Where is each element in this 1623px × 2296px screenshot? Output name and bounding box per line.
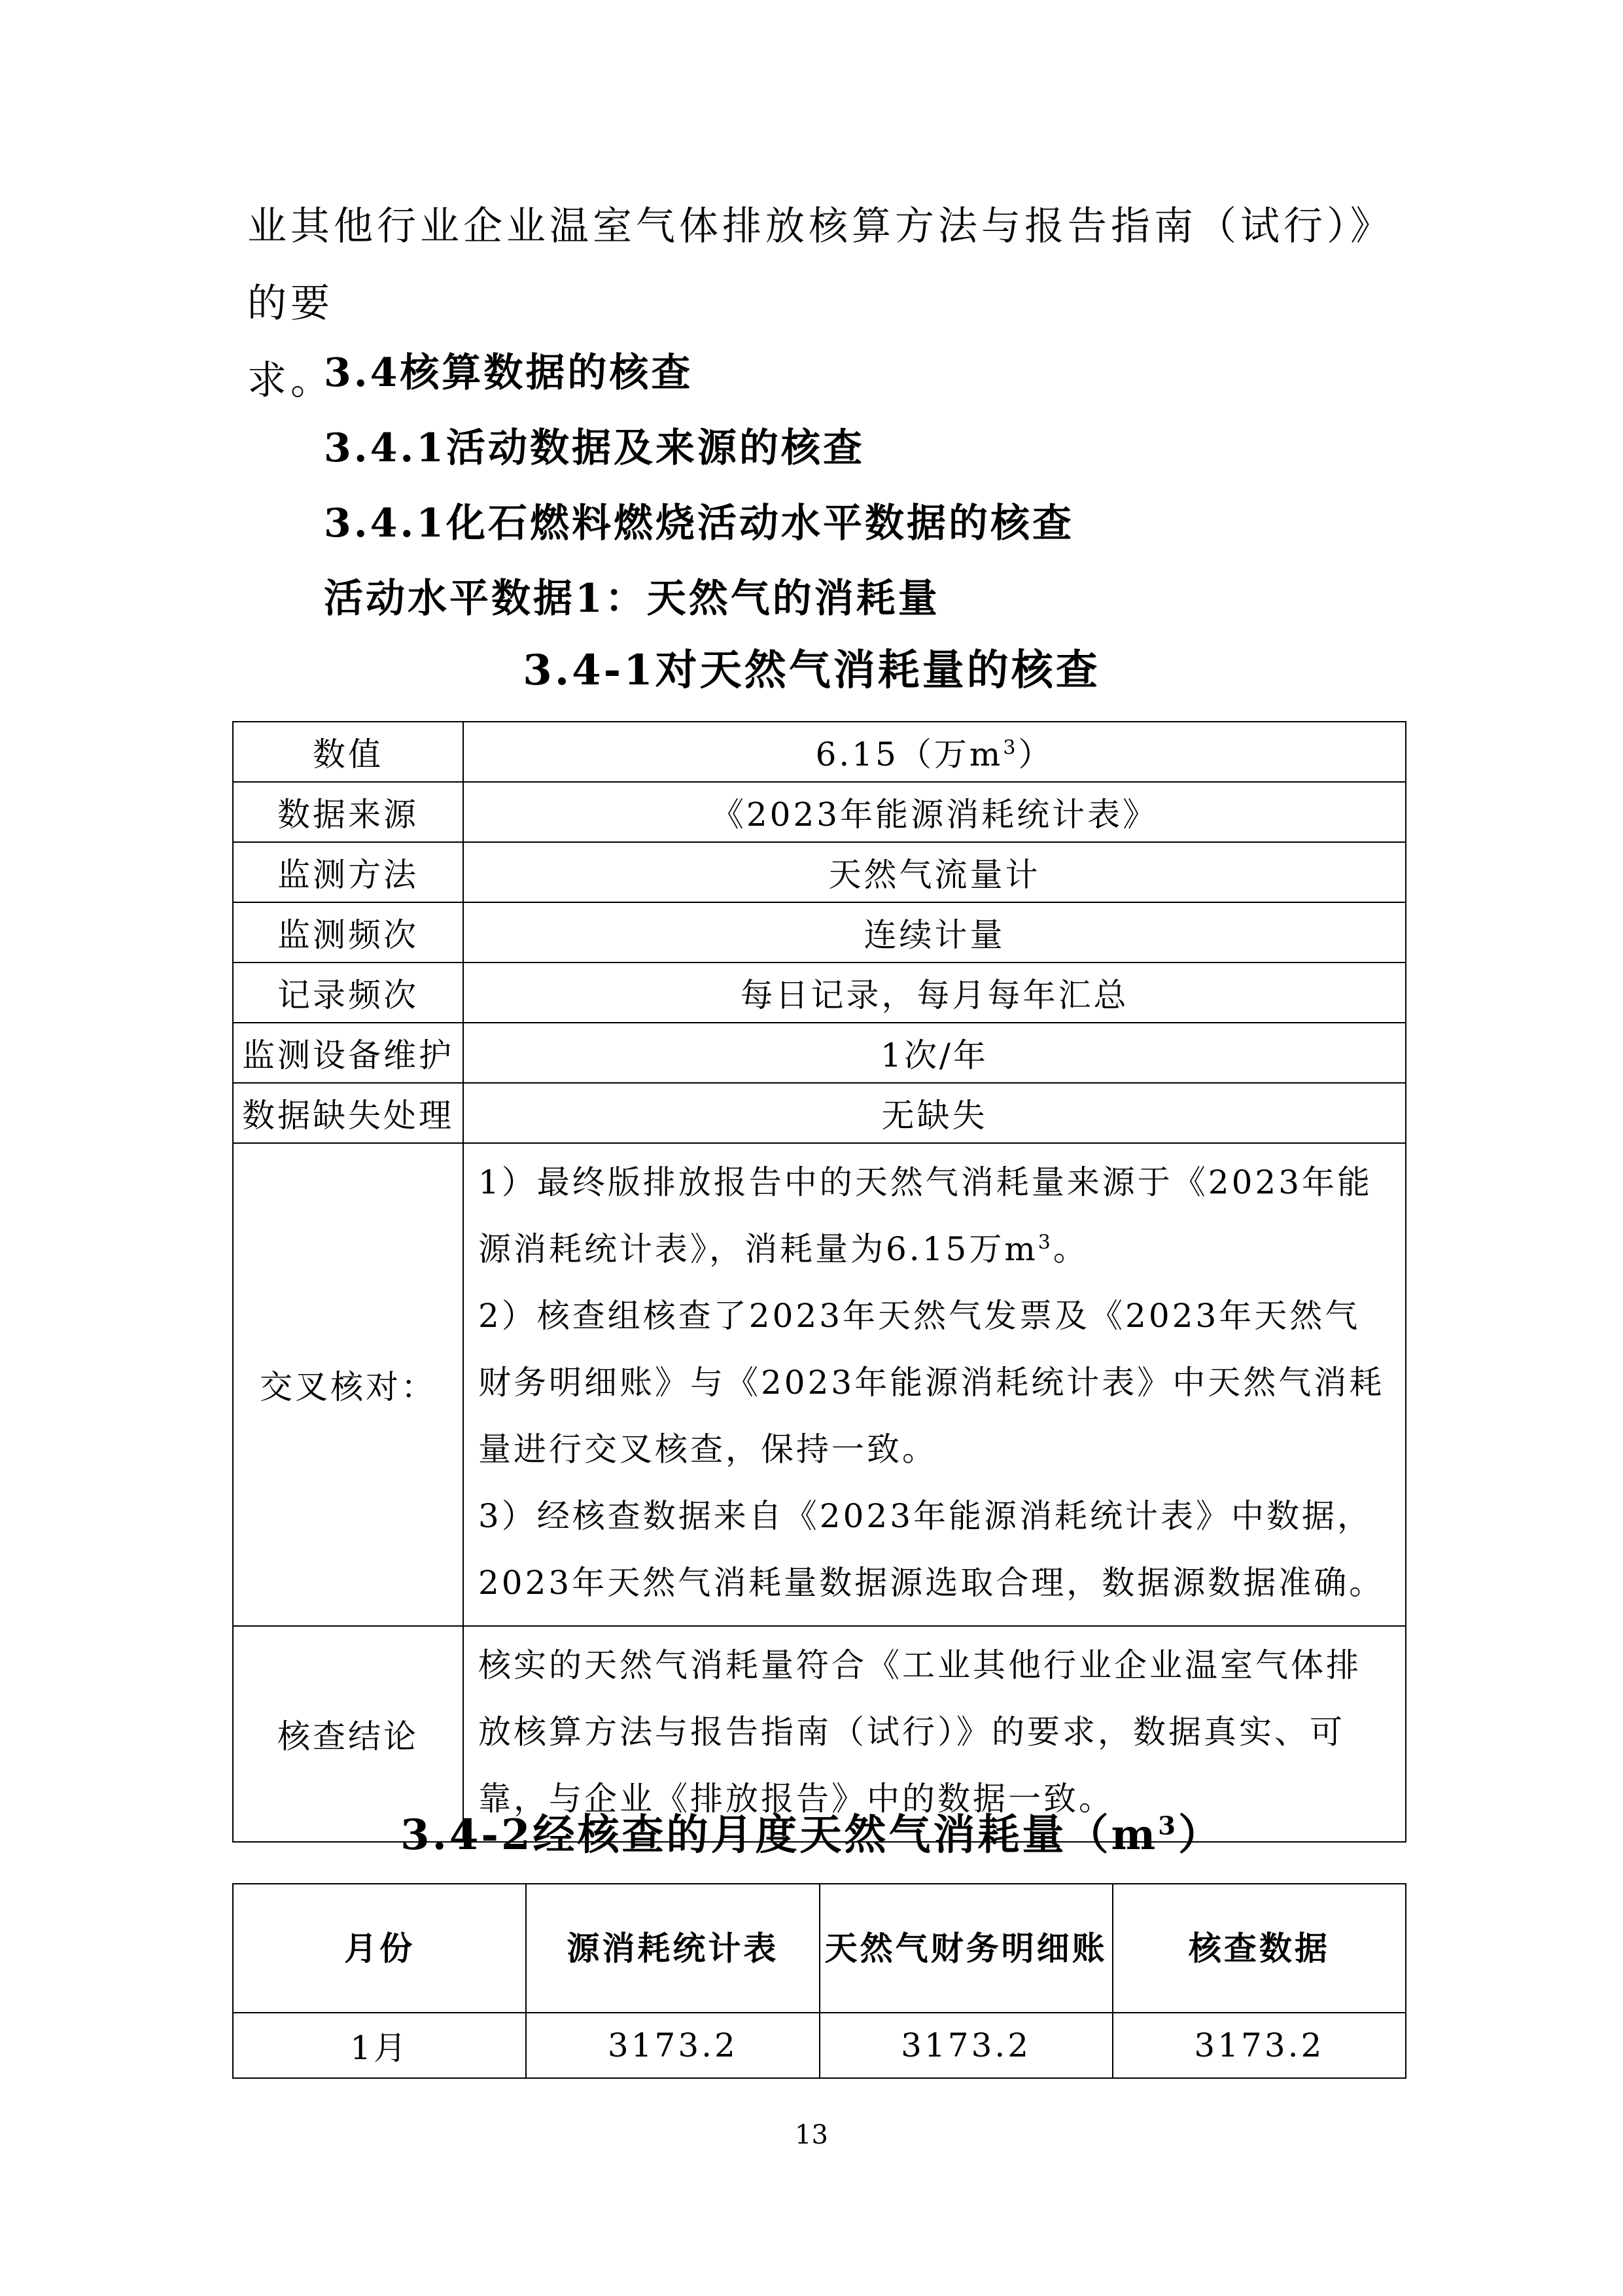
row-value: 《2023年能源消耗统计表》 [463, 782, 1406, 842]
header-verified-data: 核查数据 [1113, 1884, 1406, 2013]
table-row [233, 963, 1406, 1023]
natural-gas-verification-table [232, 721, 1406, 1843]
cross-check-item-1-sup: 3 [1038, 1231, 1053, 1254]
cross-check-item-1 [478, 1149, 1391, 1282]
table-row [233, 1143, 1406, 1626]
intro-line-1: 业其他行业企业温室气体排放核算方法与报告指南（试行）》的要 [247, 203, 1374, 327]
cross-check-item-3: 3）经核查数据来自《2023年能源消耗统计表》中数据，2023年天然气消耗量数据源选取合理，数据源数据准确。 [478, 1497, 1385, 1602]
cross-check-cell [463, 1143, 1406, 1626]
row-value: 无缺失 [463, 1083, 1406, 1143]
row-label: 数据来源 [233, 782, 463, 842]
value-cell [463, 722, 1406, 782]
table2-caption-text: 3.4-2经核查的月度天然气消耗量（m [400, 1810, 1159, 1860]
header-energy-stats: 源消耗统计表 [526, 1884, 819, 2013]
row-label: 数据缺失处理 [233, 1083, 463, 1143]
page-number: 13 [795, 2120, 828, 2150]
table-row [233, 2013, 1406, 2078]
cross-check-label: 交叉核对： [233, 1143, 463, 1626]
row-label: 记录频次 [233, 963, 463, 1023]
table-row [233, 842, 1406, 902]
conclusion-label: 核查结论 [233, 1626, 463, 1842]
table1-caption: 3.4-1对天然气消耗量的核查 [523, 646, 1100, 695]
value-close: ） [1018, 735, 1054, 773]
heading-activity-data-1: 活动水平数据1：天然气的消耗量 [324, 576, 940, 622]
cell-finance-ledger: 3173.2 [820, 2013, 1113, 2078]
row-value: 每日记录，每月每年汇总 [463, 963, 1406, 1023]
cross-check-item-1-text: 1）最终版排放报告中的天然气消耗量来源于《2023年能源消耗统计表》，消耗量为6.15万m [478, 1163, 1373, 1268]
monthly-gas-table [232, 1883, 1406, 2079]
row-label: 监测方法 [233, 842, 463, 902]
heading-3-4-1-fossil: 3.4.1化石燃料燃烧活动水平数据的核查 [324, 501, 1075, 546]
row-value: 连续计量 [463, 902, 1406, 963]
heading-3-4: 3.4核算数据的核查 [324, 350, 693, 396]
cross-check-item-2: 2）核查组核查了2023年天然气发票及《2023年天然气财务明细账》与《2023年能源消耗统计表》中天然气消耗量进行交叉核查，保持一致。 [478, 1297, 1385, 1468]
header-finance-ledger: 天然气财务明细账 [820, 1884, 1113, 2013]
row-label: 监测设备维护 [233, 1023, 463, 1083]
value-label: 数值 [233, 722, 463, 782]
table-header-row [233, 1884, 1406, 2013]
cell-energy-stats: 3173.2 [526, 2013, 819, 2078]
row-value: 天然气流量计 [463, 842, 1406, 902]
header-month: 月份 [233, 1884, 526, 2013]
table-row [233, 902, 1406, 963]
table2-caption-close: ） [1178, 1810, 1223, 1860]
cell-verified-data: 3173.2 [1113, 2013, 1406, 2078]
table-row [233, 722, 1406, 782]
table-row [233, 782, 1406, 842]
table2-caption [0, 1809, 1623, 1862]
table-row [233, 1083, 1406, 1143]
value-text: 6.15（万m [815, 735, 1003, 773]
cell-month: 1月 [233, 2013, 526, 2078]
table2-caption-sup: 3 [1158, 1811, 1178, 1841]
row-value: 1次/年 [463, 1023, 1406, 1083]
value-sup: 3 [1003, 736, 1019, 760]
conclusion-text: 核实的天然气消耗量符合《工业其他行业企业温室气体排放核算方法与报告指南（试行）》的要求，数据真实、可靠，与企业《排放报告》中的数据一致。 [463, 1626, 1406, 1842]
row-label: 监测频次 [233, 902, 463, 963]
intro-line-2: 求。 [247, 358, 334, 404]
cross-check-item-1-end: 。 [1053, 1230, 1089, 1268]
table-row [233, 1023, 1406, 1083]
heading-3-4-1-activity: 3.4.1活动数据及来源的核查 [324, 425, 865, 471]
